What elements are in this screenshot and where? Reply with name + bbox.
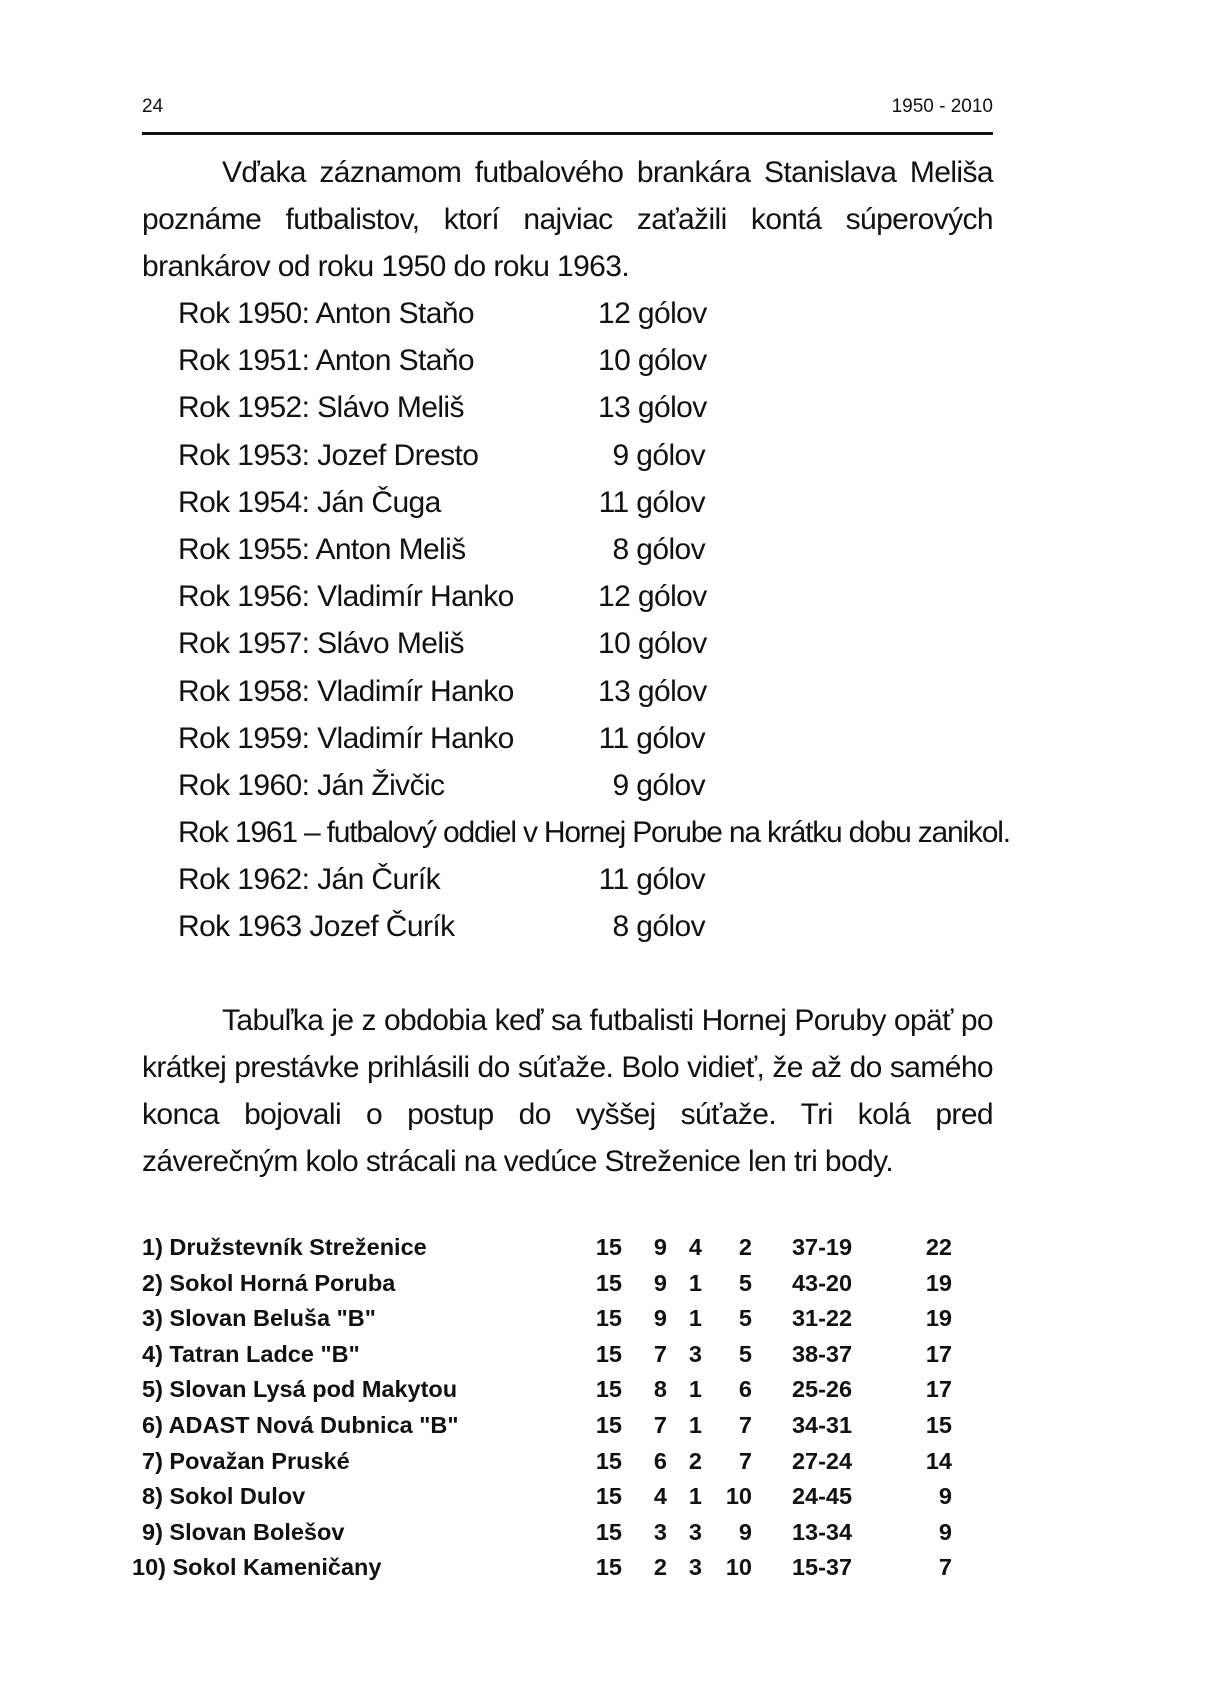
- scorer-year-name: Rok 1963 Jozef Čurík: [178, 910, 455, 944]
- points: 19: [925, 1269, 952, 1296]
- draws: 1: [688, 1411, 702, 1438]
- losses: 10: [725, 1483, 752, 1510]
- points: 15: [925, 1411, 952, 1438]
- scorer-row: [178, 337, 1008, 384]
- table-row: [142, 1301, 952, 1337]
- table-row: [132, 1550, 952, 1586]
- scorer-year-name: Rok 1956: Vladimír Hanko: [178, 580, 514, 614]
- wins: 7: [653, 1411, 667, 1438]
- draws: 3: [688, 1554, 702, 1581]
- draws: 1: [688, 1376, 702, 1403]
- points: 17: [925, 1340, 952, 1367]
- scorer-row: [178, 526, 1008, 573]
- table-row: [142, 1337, 952, 1373]
- points: 22: [925, 1234, 952, 1260]
- intro-paragraph: [142, 149, 993, 290]
- losses: 2: [738, 1234, 752, 1260]
- draws: 1: [688, 1269, 702, 1296]
- draws: 3: [688, 1340, 702, 1367]
- wins: 9: [653, 1269, 667, 1296]
- table-row: [142, 1230, 952, 1266]
- page-range: 1950 - 2010: [891, 96, 993, 117]
- scorer-note: Rok 1961 – futbalový oddiel v Hornej Porube na krátku dobu zanikol.: [178, 816, 1010, 850]
- matches-played: 15: [595, 1411, 622, 1438]
- scorer-row: [178, 573, 1008, 620]
- second-paragraph: [142, 997, 993, 1185]
- points: 17: [925, 1376, 952, 1403]
- team-name: 1) Družstevník Streženice: [142, 1234, 427, 1260]
- wins: 2: [653, 1554, 667, 1581]
- table-row: [142, 1372, 952, 1408]
- table-row: [142, 1444, 952, 1480]
- losses: 5: [738, 1340, 752, 1367]
- scorer-goals: 9 gólov: [612, 438, 705, 472]
- scorer-year-name: Rok 1959: Vladimír Hanko: [178, 721, 514, 755]
- losses: 7: [738, 1447, 752, 1474]
- wins: 4: [653, 1483, 667, 1510]
- table-row: [142, 1408, 952, 1444]
- scorer-goals: 10 gólov: [598, 627, 707, 661]
- draws: 1: [688, 1305, 702, 1332]
- scorer-row: [178, 384, 1008, 431]
- matches-played: 15: [595, 1447, 622, 1474]
- scorer-row: [178, 809, 1008, 856]
- scorer-year-name: Rok 1950: Anton Staňo: [178, 297, 474, 330]
- scorer-year-name: Rok 1960: Ján Živčic: [178, 768, 445, 802]
- team-name: 4) Tatran Ladce "B": [142, 1340, 360, 1367]
- matches-played: 15: [595, 1305, 622, 1332]
- scorer-row: [178, 903, 1008, 950]
- scorer-row: [178, 479, 1008, 526]
- scorer-year-name: Rok 1951: Anton Staňo: [178, 344, 474, 378]
- page-number: 24: [142, 96, 164, 117]
- matches-played: 15: [595, 1340, 622, 1367]
- wins: 6: [653, 1447, 667, 1474]
- draws: 1: [688, 1483, 702, 1510]
- scorer-year-name: Rok 1953: Jozef Dresto: [178, 438, 479, 472]
- scorer-goals: 10 gólov: [598, 344, 707, 378]
- losses: 6: [738, 1376, 752, 1403]
- scorer-year-name: Rok 1952: Slávo Meliš: [178, 391, 464, 425]
- team-name: 3) Slovan Beluša "B": [142, 1305, 376, 1332]
- matches-played: 15: [595, 1376, 622, 1403]
- draws: 4: [688, 1234, 702, 1260]
- matches-played: 15: [595, 1483, 622, 1510]
- losses: 7: [738, 1411, 752, 1438]
- scorer-year-name: Rok 1962: Ján Čurík: [178, 863, 441, 897]
- intro-text: Vďaka záznamom futbalového brankára Stanislava Meliša poznáme futbalistov, ktorí najviac zaťažili kontá súperových brankárov od roku 1950 do roku 1963.: [142, 156, 993, 283]
- points: 14: [925, 1447, 952, 1474]
- team-name: 9) Slovan Bolešov: [142, 1518, 345, 1545]
- scorer-row: [178, 856, 1008, 903]
- wins: 8: [653, 1376, 667, 1403]
- goal-score: 24-45: [791, 1483, 853, 1510]
- team-name: 6) ADAST Nová Dubnica "B": [142, 1411, 459, 1438]
- scorer-goals: 13 gólov: [598, 674, 707, 708]
- goal-score: 43-20: [791, 1269, 853, 1296]
- scorer-goals: 9 gólov: [612, 768, 705, 802]
- top-scorers-list: [178, 290, 1008, 951]
- wins: 3: [653, 1518, 667, 1545]
- scorer-year-name: Rok 1955: Anton Meliš: [178, 532, 466, 566]
- losses: 5: [738, 1269, 752, 1296]
- matches-played: 15: [595, 1518, 622, 1545]
- scorer-row: [178, 668, 1008, 715]
- team-name: 8) Sokol Dulov: [142, 1483, 306, 1510]
- wins: 7: [653, 1340, 667, 1367]
- goal-score: 38-37: [791, 1340, 853, 1367]
- scorer-year-name: Rok 1958: Vladimír Hanko: [178, 674, 514, 708]
- scorer-goals: 11 gólov: [598, 863, 705, 897]
- table-row: [142, 1479, 952, 1515]
- table-row: [142, 1515, 952, 1551]
- scorer-goals: 8 gólov: [612, 532, 705, 566]
- points: 9: [938, 1483, 952, 1510]
- team-name: 10) Sokol Kameničany: [132, 1554, 382, 1581]
- page-header: [142, 96, 993, 135]
- goal-score: 31-22: [791, 1305, 853, 1332]
- scorer-goals: 13 gólov: [598, 391, 707, 425]
- scorer-goals: 12 gólov: [598, 580, 707, 614]
- goal-score: 27-24: [791, 1447, 853, 1474]
- scorer-year-name: Rok 1957: Slávo Meliš: [178, 627, 464, 661]
- standings-table: [132, 1230, 952, 1586]
- losses: 10: [725, 1554, 752, 1581]
- scorer-row: [178, 620, 1008, 667]
- scorer-goals: 12 gólov: [598, 297, 707, 330]
- goal-score: 15-37: [791, 1554, 853, 1581]
- team-name: 2) Sokol Horná Poruba: [142, 1269, 396, 1296]
- goal-score: 13-34: [791, 1518, 853, 1545]
- points: 9: [938, 1518, 952, 1545]
- scorer-goals: 11 gólov: [598, 485, 705, 519]
- goal-score: 37-19: [791, 1234, 853, 1260]
- matches-played: 15: [595, 1554, 622, 1581]
- wins: 9: [653, 1305, 667, 1332]
- scorer-row: [178, 715, 1008, 762]
- wins: 9: [653, 1234, 667, 1260]
- losses: 9: [738, 1518, 752, 1545]
- table-row: [142, 1266, 952, 1302]
- goal-score: 25-26: [791, 1376, 853, 1403]
- team-name: 7) Považan Pruské: [142, 1447, 350, 1474]
- points: 7: [938, 1554, 952, 1581]
- goal-score: 34-31: [791, 1411, 853, 1438]
- scorer-row: [178, 432, 1008, 479]
- draws: 3: [688, 1518, 702, 1545]
- scorer-year-name: Rok 1954: Ján Čuga: [178, 485, 441, 519]
- scorer-goals: 11 gólov: [598, 721, 705, 755]
- scorer-row: [178, 762, 1008, 809]
- second-paragraph-text: Tabuľka je z obdobia keď sa futbalisti Hornej Poruby opäť po krátkej prestávke prihlásili do súťaže. Bolo vidieť, že až do samého konca bojovali o postup do vyššej súťaže. Tri kolá pred záverečným kolo strácali na vedúce Streženice len tri body.: [142, 1004, 993, 1178]
- matches-played: 15: [595, 1234, 622, 1260]
- draws: 2: [688, 1447, 702, 1474]
- matches-played: 15: [595, 1269, 622, 1296]
- scorer-goals: 8 gólov: [612, 910, 705, 944]
- team-name: 5) Slovan Lysá pod Makytou: [142, 1376, 458, 1403]
- points: 19: [925, 1305, 952, 1332]
- scorer-row: [178, 290, 1008, 337]
- losses: 5: [738, 1305, 752, 1332]
